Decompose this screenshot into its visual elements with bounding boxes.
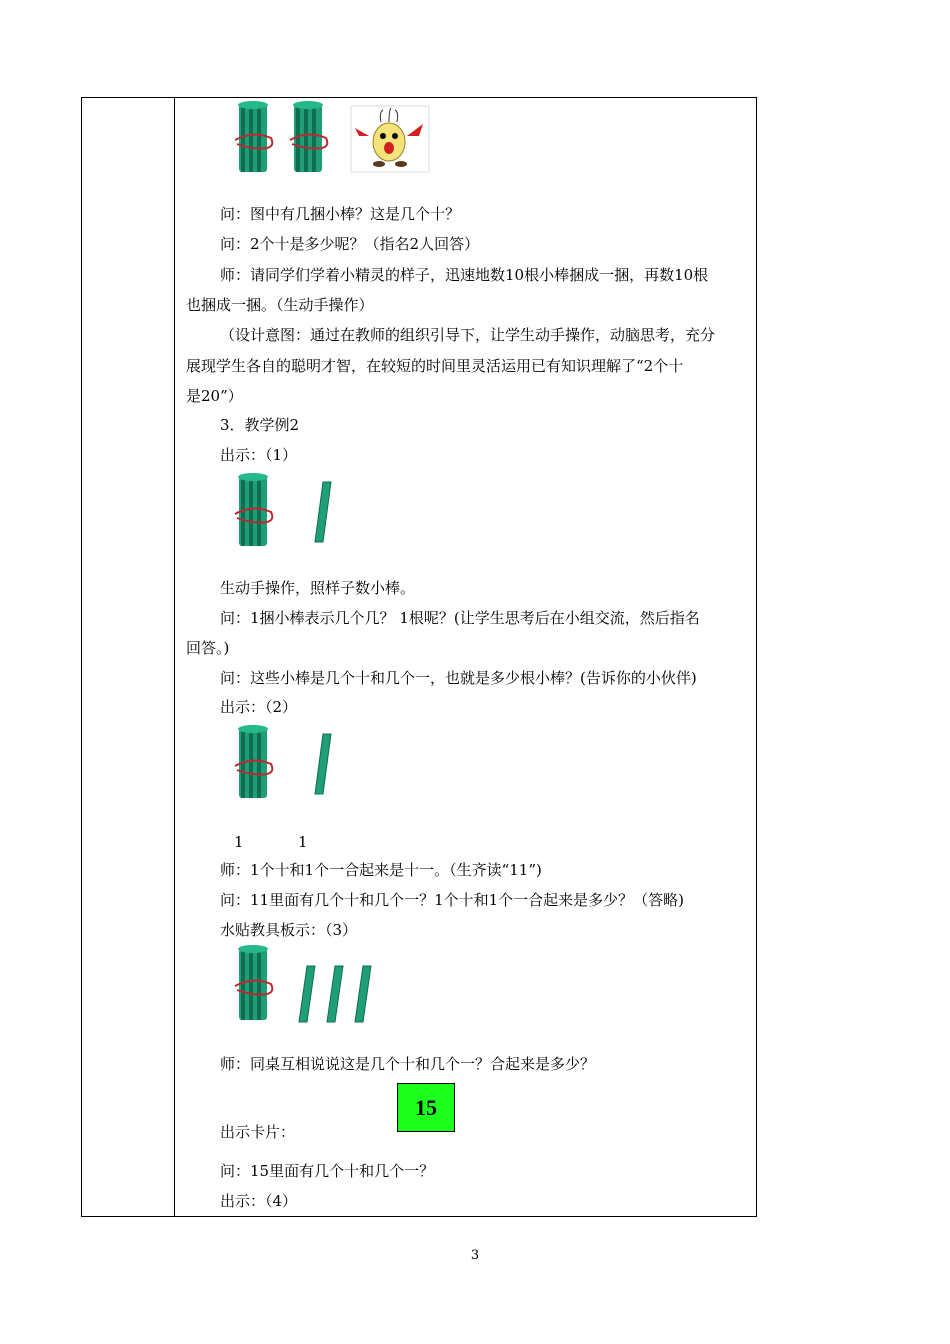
page-number: 3 bbox=[470, 1248, 480, 1263]
bundle-and-sticks-figure-3 bbox=[231, 944, 391, 1026]
single-stick-icon bbox=[355, 966, 371, 1022]
count-label: 1 bbox=[234, 833, 244, 851]
table-left-column bbox=[82, 98, 175, 1216]
text-line: 也捆成一捆。（生动手操作） bbox=[186, 296, 374, 314]
lesson-table bbox=[81, 97, 757, 1217]
two-bundles-figure bbox=[226, 100, 431, 178]
single-stick-icon bbox=[327, 966, 343, 1022]
text-line: 3．教学例2 bbox=[220, 416, 300, 434]
sprite-character-icon bbox=[351, 106, 429, 172]
text-line: （设计意图：通过在教师的组织引导下，让学生动手操作，动脑思考，充分 bbox=[220, 326, 716, 344]
text-line: 师：请同学们学着小精灵的样子，迅速地数10根小棒捆成一捆，再数10根 bbox=[220, 266, 709, 284]
text-line: 师：1个十和1个一合起来是十一。（生齐读“11”) bbox=[220, 861, 542, 879]
text-line: 问：2个十是多少呢？（指名2人回答） bbox=[220, 235, 480, 253]
text-line: 问：图中有几捆小棒？这是几个十？ bbox=[220, 205, 461, 223]
stick-bundle-icon bbox=[235, 101, 272, 172]
text-line: 出示：（2） bbox=[220, 698, 298, 716]
stick-bundle-icon bbox=[235, 473, 272, 546]
stick-bundle-icon bbox=[235, 725, 272, 798]
count-label: 1 bbox=[298, 833, 308, 851]
single-stick-icon bbox=[299, 966, 315, 1022]
single-stick-icon bbox=[315, 734, 331, 794]
text-line: 生动手操作，照样子数小棒。 bbox=[220, 579, 416, 597]
number-card: 15 bbox=[397, 1083, 455, 1132]
bundle-and-stick-figure-1 bbox=[231, 472, 341, 552]
text-line: 问：11里面有几个十和几个一？1个十和1个一合起来是多少？（答略) bbox=[220, 891, 685, 909]
stick-bundle-icon bbox=[290, 101, 327, 172]
table-content-cell bbox=[176, 98, 756, 1216]
text-line: 展现学生各自的聪明才智，在较短的时间里灵活运用已有知识理解了“2个十 bbox=[186, 357, 684, 375]
text-line: 师：同桌互相说说这是几个十和几个一？合起来是多少？ bbox=[220, 1055, 596, 1073]
text-line: 问：1捆小棒表示几个几？ 1根呢？(让学生思考后在小组交流，然后指名 bbox=[220, 609, 700, 627]
text-line: 水贴教具板示：（3） bbox=[220, 921, 358, 939]
bundle-and-stick-figure-2 bbox=[231, 724, 341, 804]
text-line: 出示卡片： bbox=[220, 1123, 296, 1141]
single-stick-icon bbox=[315, 482, 331, 542]
text-line: 是20”） bbox=[186, 387, 243, 405]
text-line: 出示：（1） bbox=[220, 446, 298, 464]
text-line: 问：15里面有几个十和几个一？ bbox=[220, 1162, 435, 1180]
text-line: 回答。) bbox=[186, 639, 230, 657]
stick-bundle-icon bbox=[235, 945, 272, 1020]
text-line: 出示：（4） bbox=[220, 1192, 298, 1210]
text-line: 问：这些小棒是几个十和几个一，也就是多少根小棒？(告诉你的小伙伴) bbox=[220, 669, 697, 687]
